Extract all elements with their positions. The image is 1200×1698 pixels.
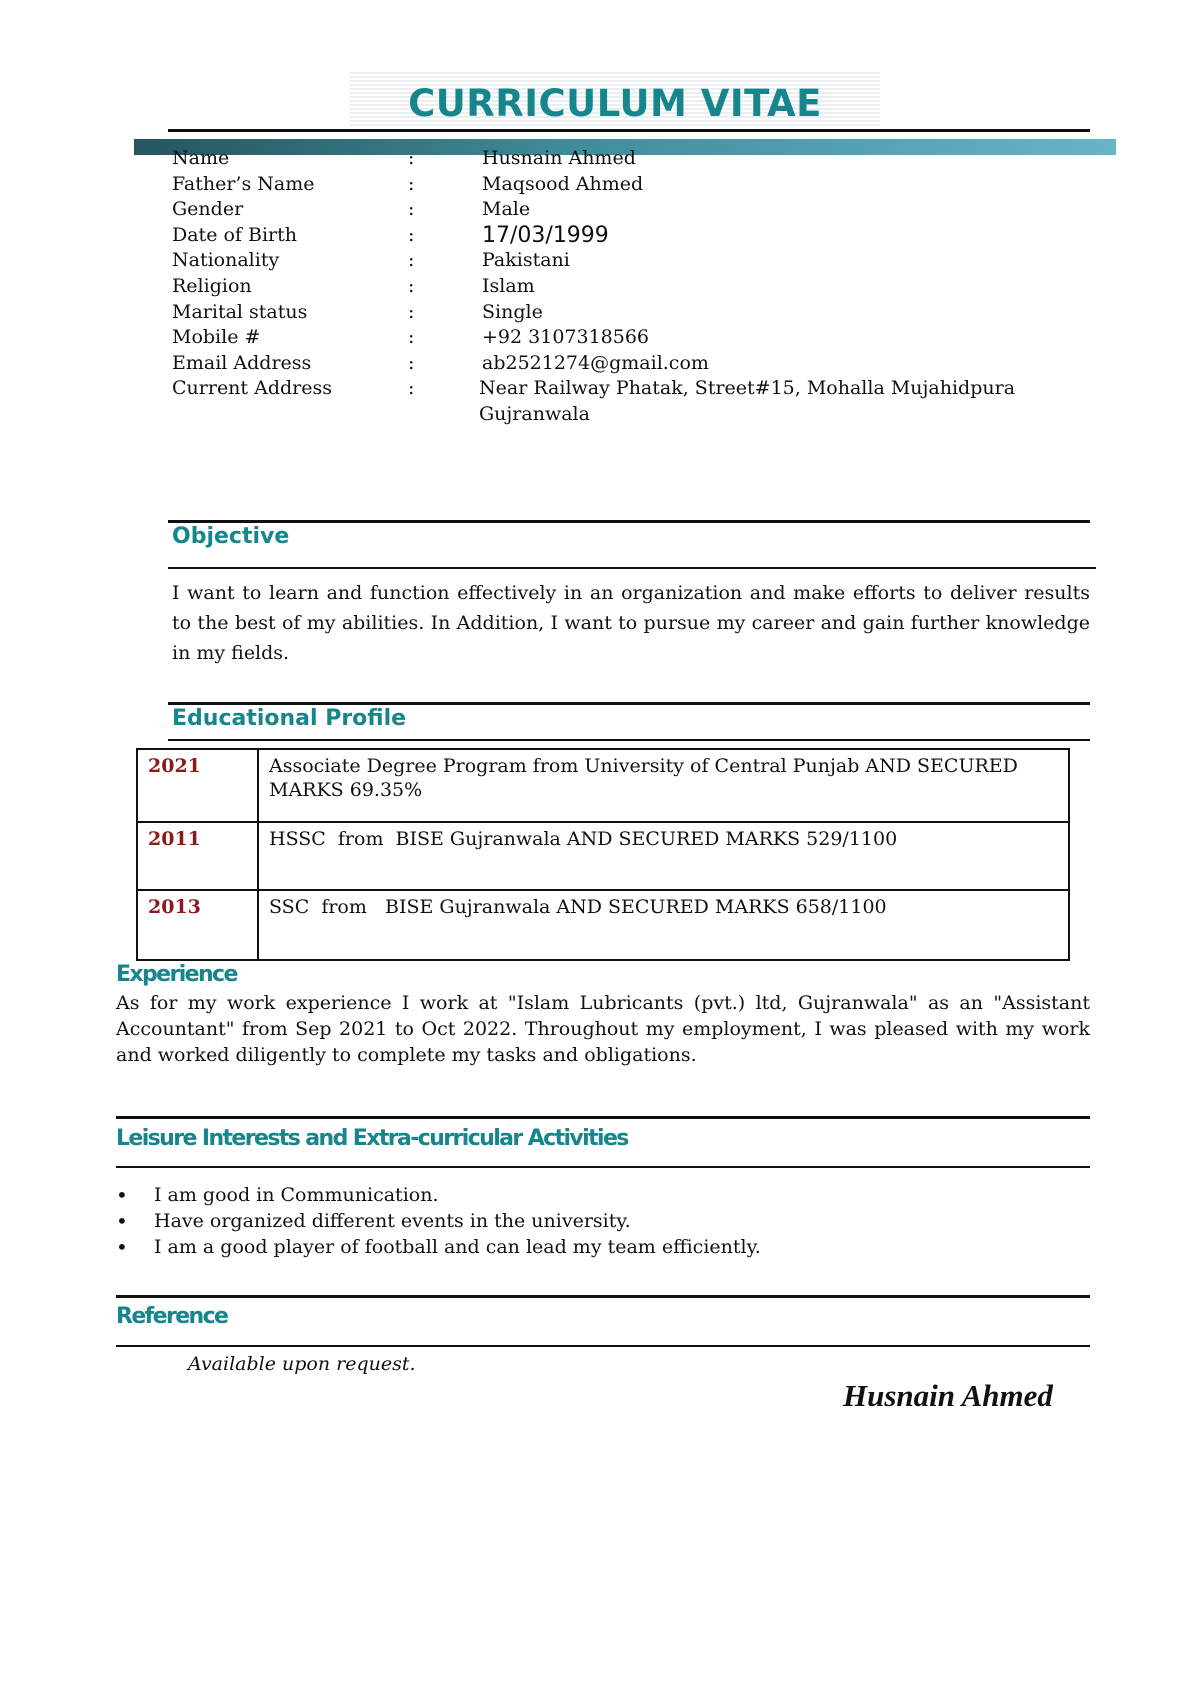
info-label: Name — [172, 147, 230, 169]
info-colon: : — [408, 198, 415, 221]
objective-bottom-rule — [168, 567, 1096, 569]
info-value: +92 3107318566 — [482, 326, 650, 349]
objective-top-rule — [168, 520, 1090, 523]
info-value: 17/03/1999 — [482, 222, 609, 248]
info-row-name — [172, 146, 1112, 172]
info-row-father-name — [172, 172, 1112, 198]
education-detail: Associate Degree Program from University of Central Punjab AND SECURED MARKS 69.35% — [258, 749, 1069, 822]
info-label: Gender — [172, 198, 244, 221]
info-colon: : — [408, 147, 415, 169]
info-value: Husnain Ahmed — [482, 147, 636, 169]
objective-text: I want to learn and function effectively in an organization and make efforts to deliver results to the best of my abilities. In Addition, I want to pursue my career and gain further knowledge in my fields. — [172, 582, 1090, 664]
info-value: Male — [482, 198, 531, 221]
info-label: Religion — [172, 274, 252, 297]
info-value: ab2521274@gmail.com — [482, 351, 709, 374]
info-colon: : — [408, 377, 415, 400]
signature-name: Husnain Ahmed — [843, 1378, 1053, 1413]
info-row-mobile — [172, 325, 1112, 351]
leisure-heading: Leisure Interests and Extra-curricular Activities — [116, 1126, 628, 1151]
info-colon: : — [408, 274, 415, 297]
info-row-marital-status — [172, 300, 1112, 326]
education-detail: HSSC from BISE Gujranwala AND SECURED MARKS 529/1100 — [258, 822, 1069, 890]
list-item: • Have organized different events in the university. — [116, 1208, 1090, 1234]
info-colon: : — [408, 326, 415, 349]
leisure-bottom-rule — [116, 1166, 1090, 1168]
education-heading: Educational Profile — [172, 706, 407, 731]
reference-text: Available upon request. — [188, 1353, 416, 1375]
list-item: • I am good in Communication. — [116, 1182, 1090, 1208]
personal-info — [172, 146, 1112, 425]
info-label: Current Address — [172, 377, 332, 400]
education-bottom-rule — [168, 739, 1090, 741]
info-value: Single — [482, 300, 543, 323]
title-rule — [168, 129, 1090, 132]
education-year: 2021 — [137, 749, 258, 822]
leisure-top-rule — [116, 1116, 1090, 1119]
reference-bottom-rule — [116, 1345, 1090, 1347]
info-label: Marital status — [172, 300, 308, 323]
info-label: Email Address — [172, 351, 312, 374]
objective-heading: Objective — [172, 524, 290, 549]
experience-heading: Experience — [116, 962, 237, 987]
info-row-gender — [172, 197, 1112, 223]
info-colon: : — [408, 223, 415, 246]
leisure-list — [116, 1182, 1090, 1260]
experience-text: As for my work experience I work at "Islam Lubricants (pvt.) ltd, Gujranwala" as an "Assistant Accountant" from Sep 2021 to Oct 2022. Throughout my employment, I was pleased with my work and worked diligently to complete my tasks and obligations. — [116, 992, 1090, 1066]
table-row — [137, 822, 1069, 890]
info-label: Date of Birth — [172, 223, 297, 246]
info-colon: : — [408, 249, 415, 272]
education-table — [136, 748, 1070, 961]
info-colon: : — [408, 300, 415, 323]
education-year: 2013 — [137, 890, 258, 960]
info-value: Islam — [482, 274, 535, 297]
info-value: Near Railway Phatak, Street#15, Mohalla Mujahidpura Gujranwala — [479, 377, 1016, 425]
info-colon: : — [408, 351, 415, 374]
info-row-email — [172, 351, 1112, 377]
info-row-nationality — [172, 248, 1112, 274]
info-row-current-address — [172, 376, 1112, 425]
education-top-rule — [168, 702, 1090, 705]
info-value: Pakistani — [482, 249, 570, 272]
info-label: Father’s Name — [172, 172, 315, 195]
table-row — [137, 749, 1069, 822]
reference-heading: Reference — [116, 1304, 228, 1329]
info-label: Nationality — [172, 249, 280, 272]
document-title: CURRICULUM VITAE — [408, 82, 822, 125]
reference-top-rule — [116, 1295, 1090, 1298]
info-row-religion — [172, 274, 1112, 300]
education-detail: SSC from BISE Gujranwala AND SECURED MARKS 658/1100 — [258, 890, 1069, 960]
info-value: Maqsood Ahmed — [482, 172, 644, 195]
info-row-date-of-birth — [172, 223, 1112, 249]
list-item: • I am a good player of football and can lead my team efficiently. — [116, 1234, 1090, 1260]
info-label: Mobile # — [172, 326, 261, 349]
info-colon: : — [408, 172, 415, 195]
education-year: 2011 — [137, 822, 258, 890]
table-row — [137, 890, 1069, 960]
